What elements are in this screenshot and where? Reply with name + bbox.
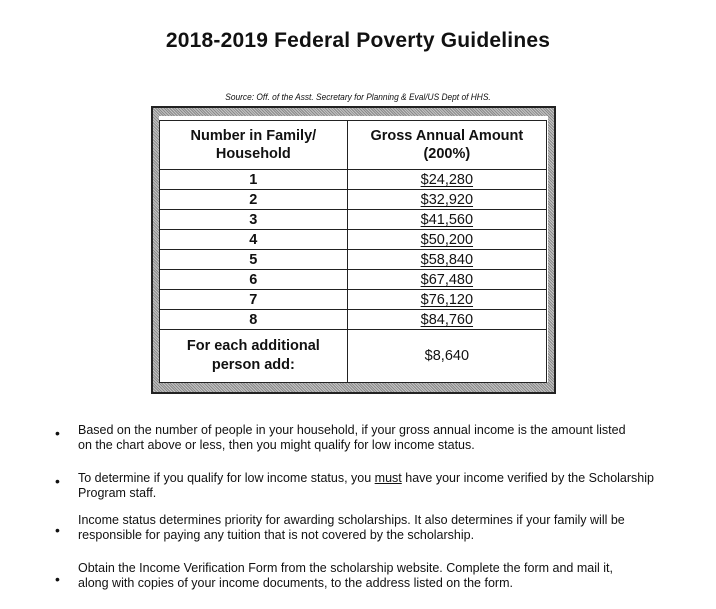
must-emphasis: must	[374, 471, 402, 485]
page-title: 2018-2019 Federal Poverty Guidelines	[165, 29, 551, 52]
family-size-cell: 8	[160, 310, 348, 330]
source-note: Source: Off. of the Asst. Secretary for Planning & Eval/US Dept of HHS.	[225, 92, 491, 103]
family-size-cell: 3	[160, 210, 348, 230]
amount-cell: $84,760	[347, 310, 546, 330]
family-size-cell: 2	[160, 190, 348, 210]
header-gross-amount: Gross Annual Amount (200%)	[347, 121, 546, 170]
additional-person-label: For each additional person add:	[160, 330, 348, 383]
family-size-cell: 4	[160, 230, 348, 250]
amount-cell: $32,920	[347, 190, 546, 210]
bullet-marker: •	[55, 571, 60, 587]
bullet-income-verification: To determine if you qualify for low income status, you must have your income verified by the Scholarship Program staff.	[78, 471, 654, 500]
family-size-cell: 5	[160, 250, 348, 270]
bullet-marker: •	[55, 425, 60, 441]
additional-person-amount: $8,640	[347, 330, 546, 383]
amount-cell: $76,120	[347, 290, 546, 310]
family-size-cell: 6	[160, 270, 348, 290]
amount-cell: $58,840	[347, 250, 546, 270]
header-family-size: Number in Family/ Household	[160, 121, 348, 170]
bullet-marker: •	[55, 473, 60, 489]
bullet-income-eligibility: Based on the number of people in your household, if your gross annual income is the amount listed on the chart above or less, then you might qualify for low income status.	[78, 423, 626, 452]
amount-cell: $67,480	[347, 270, 546, 290]
bullet-priority: Income status determines priority for awarding scholarships. It also determines if your family will be responsible for paying any tuition that is not covered by the scholarship.	[78, 513, 625, 542]
bullet-verification-form: Obtain the Income Verification Form from the scholarship website. Complete the form and mail it, along with copies of your income documents, to the address listed on the form.	[78, 561, 613, 590]
amount-cell: $41,560	[347, 210, 546, 230]
bullet-marker: •	[55, 522, 60, 538]
family-size-cell: 7	[160, 290, 348, 310]
amount-cell: $50,200	[347, 230, 546, 250]
amount-cell: $24,280	[347, 170, 546, 190]
family-size-cell: 1	[160, 170, 348, 190]
